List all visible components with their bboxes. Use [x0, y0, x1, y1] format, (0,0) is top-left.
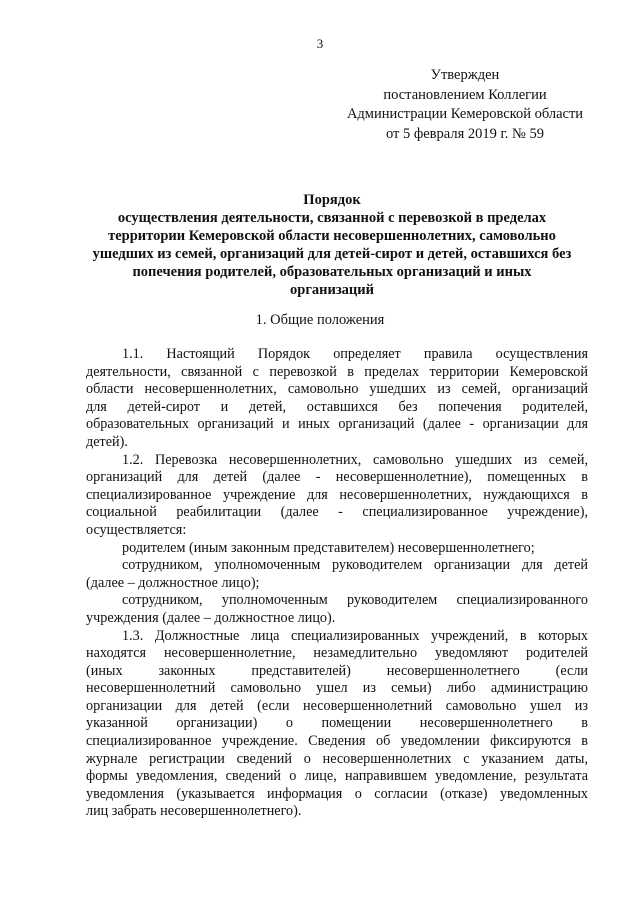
paragraph-line: 1.1. Настоящий Порядок определяет правила осуществления [122, 346, 588, 362]
paragraph-line: лиц забрать несовершеннолетнего). [86, 803, 302, 820]
approval-line: от 5 февраля 2019 г. № 59 [385, 125, 545, 142]
paragraph-line: деятельности, связанной с перевозкой в пределах территории Кемеровской [86, 363, 588, 380]
paragraph-line: указанной организации) о помещении несовершеннолетнего в [86, 715, 588, 732]
paragraph-line: находятся несовершеннолетние, незамедлительно уведомляют родителей [86, 645, 588, 662]
approval-line: Администрации Кемеровской области [346, 106, 584, 122]
paragraph-line: (иных законных представителей) несовершеннолетнего (если [86, 662, 588, 679]
paragraph-line: социальной реабилитации (далее - специализированное учреждение), [86, 504, 588, 521]
paragraph-line: учреждения (далее – должностное лицо). [86, 609, 336, 626]
paragraph-line: сотрудником, уполномоченным руководителем специализированного [122, 592, 588, 609]
approval-block [330, 66, 600, 144]
page-number: 3 [316, 36, 324, 51]
paragraph-line: специализированное учреждение для несовершеннолетних, нуждающихся в [86, 486, 588, 503]
approval-line: Утвержден [430, 67, 500, 83]
title-line: осуществления деятельности, связанной с перевозкой в пределах [117, 210, 547, 226]
paragraph-line: для детей-сирот и детей, оставшихся без попечения родителей, [86, 398, 588, 415]
paragraph-line: организаций для детей (далее - несовершеннолетние), помещенных в [86, 469, 588, 486]
title-line: Порядок [303, 192, 361, 208]
title-line: организаций [290, 282, 374, 298]
title-line: территории Кемеровской области несовершеннолетних, самовольно [108, 228, 556, 244]
paragraph-line: организации для детей (если несовершеннолетний самовольно ушел из [86, 697, 588, 714]
document-body [86, 346, 588, 821]
paragraph-line: 1.3. Должностные лица специализированных учреждений, в которых [122, 627, 588, 644]
paragraph-line: осуществляется: [86, 521, 187, 538]
paragraph-line: родителем (иным законным представителем) несовершеннолетнего; [122, 539, 535, 556]
paragraph-line: несовершеннолетний самовольно ушел из семьи) либо администрацию [86, 680, 588, 697]
paragraph-line: специализированное учреждение. Сведения об уведомлении фиксируются в [86, 733, 588, 750]
approval-line: постановлением Коллегии [383, 86, 547, 103]
paragraph-line: детей). [86, 433, 128, 450]
section-heading: 1. Общие положения [255, 312, 385, 328]
title-line: ушедших из семей, организаций для детей-сирот и детей, оставшихся без [92, 246, 572, 262]
paragraph-line: уведомления (указывается информация о согласии (отказе) уведомленных [86, 785, 588, 802]
paragraph-line: формы уведомления, сведений о лице, направившем уведомление, результата [86, 768, 588, 785]
paragraph-line: образовательных организаций и иных организаций (далее - организации для [86, 416, 588, 433]
paragraph-line: журнале регистрации сведений о несовершеннолетних с указанием даты, [86, 750, 588, 767]
paragraph-line: сотрудником, уполномоченным руководителем организации для детей [122, 557, 588, 574]
paragraph-line: 1.2. Перевозка несовершеннолетних, самовольно ушедших из семей, [122, 451, 588, 468]
paragraph-line: области несовершеннолетних, самовольно ушедших из семей, организаций [86, 381, 588, 398]
paragraph-line: (далее – должностное лицо); [86, 574, 260, 591]
document-title [72, 191, 592, 299]
title-line: попечения родителей, образовательных организаций и иных [132, 264, 532, 280]
